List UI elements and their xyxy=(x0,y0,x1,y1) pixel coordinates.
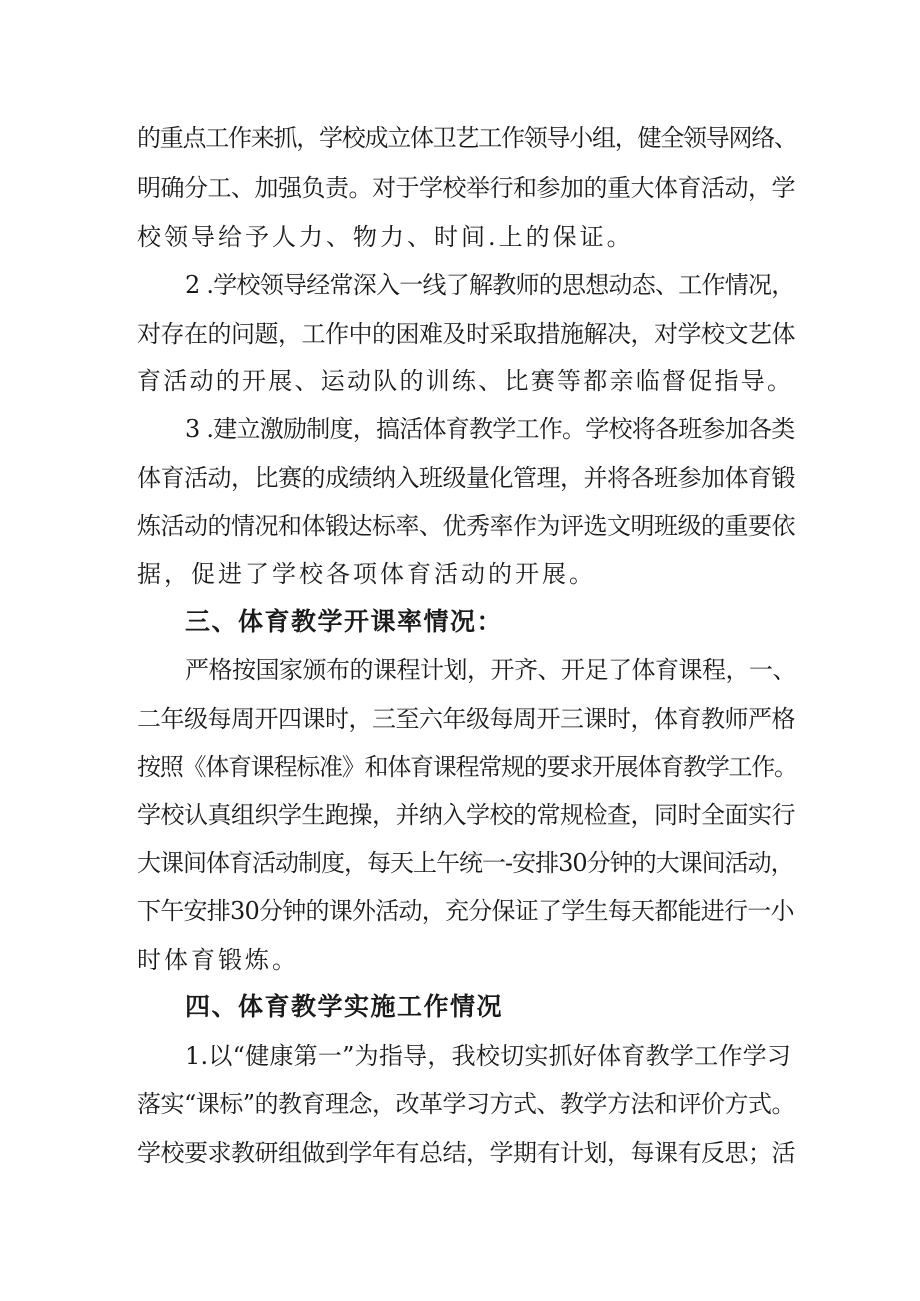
text-line: 对存在的问题，工作中的困难及时采取措施解决，对学校文艺体 xyxy=(137,320,795,348)
text-line: 下午安排30分钟的课外活动，充分保证了学生每天都能进行一小 xyxy=(137,897,794,925)
text-line: 2 .学校领导经常深入一线了解教师的思想动态、工作情况， xyxy=(185,271,795,299)
text-line: 体育活动，比赛的成绩纳入班级量化管理，并将各班参加体育锻 xyxy=(137,464,795,492)
text-line: 1.以“健康第一”为指导，我校切实抓好体育教学工作学习 xyxy=(185,1042,792,1070)
text-line: 时体育锻炼。 xyxy=(137,946,299,974)
text-line: 的重点工作来抓，学校成立体卫艺工作领导小组，健全领导网络、 xyxy=(137,124,797,152)
text-line: 学校认真组织学生跑操，并纳入学校的常规检查，同时全面实行 xyxy=(137,801,795,829)
section-heading: 三、体育教学开课率情况： xyxy=(185,607,504,636)
text-line: 炼活动的情况和体锻达标率、优秀率作为评选文明班级的重要依 xyxy=(137,512,795,540)
text-line: 育活动的开展、运动队的训练、比赛等都亲临督促指导。 xyxy=(137,367,794,395)
text-line: 大课间体育活动制度，每天上午统一-安排30分钟的大课间活动， xyxy=(137,849,794,877)
text-line: 按照《体育课程标准》和体育课程常规的要求开展体育教学工作。 xyxy=(137,753,797,781)
text-line: 校领导给予人力、物力、时间.上的保证。 xyxy=(137,223,634,251)
text-line: 3 .建立激励制度，搞活体育教学工作。学校将各班参加各类 xyxy=(185,415,795,443)
text-line: 二年级每周开四课时，三至六年级每周开三课时，体育教师严格 xyxy=(137,705,795,733)
text-line: 严格按国家颁布的课程计划，开齐、开足了体育课程，一、 xyxy=(185,656,796,684)
text-line: 明确分工、加强负责。对于学校举行和参加的重大体育活动，学 xyxy=(137,174,795,202)
text-line: 落实“课标”的教育理念，改革学习方式、教学方法和评价方式。 xyxy=(137,1090,796,1118)
text-line: 学校要求教研组做到学年有总结，学期有计划，每课有反思；活 xyxy=(137,1139,795,1167)
text-line: 据，促进了学校各项体育活动的开展。 xyxy=(137,560,596,588)
section-heading: 四、体育教学实施工作情况 xyxy=(185,992,504,1021)
